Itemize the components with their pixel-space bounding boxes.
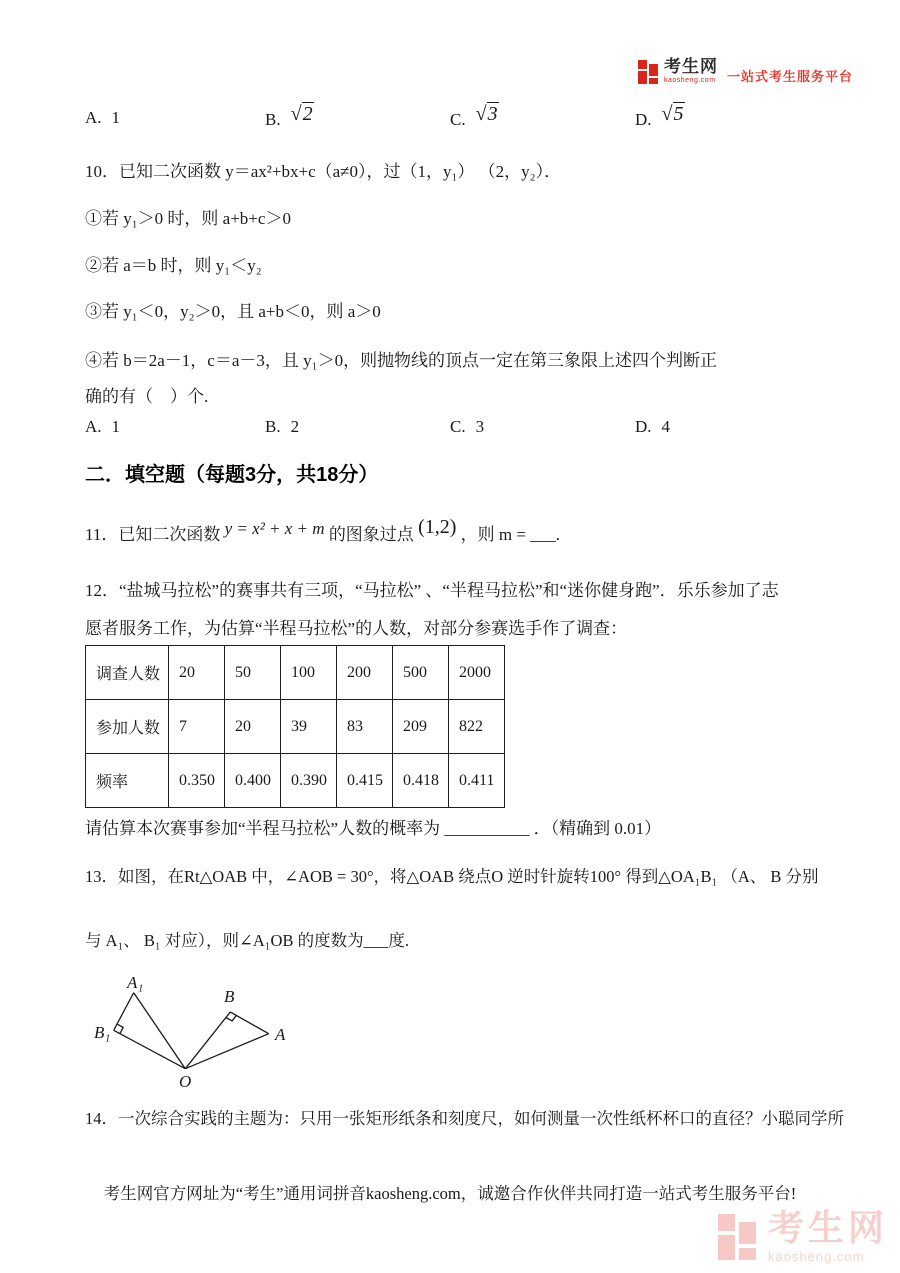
table-row-label: 频率 xyxy=(86,754,169,808)
vertex-label-B1: B₁ xyxy=(94,1023,111,1042)
q9-option-b xyxy=(265,103,314,131)
sqrt-expression xyxy=(291,103,314,126)
q9-option-c xyxy=(450,103,499,131)
option-label: D. xyxy=(635,417,652,436)
sqrt-expression xyxy=(476,103,499,126)
radicand: 3 xyxy=(487,103,498,125)
table-cell: 200 xyxy=(337,646,393,700)
table-cell: 0.350 xyxy=(169,754,225,808)
q11-prefix: 11．已知二次函数 xyxy=(85,525,221,544)
option-value: 2 xyxy=(290,417,300,436)
watermark-logo-icon xyxy=(718,1210,760,1260)
kaosheng-logo-icon xyxy=(638,58,660,84)
table-cell: 0.400 xyxy=(225,754,281,808)
watermark-brand-name: 考生网 xyxy=(767,1207,888,1248)
q13-rotation-figure xyxy=(72,972,322,1097)
q9-option-a xyxy=(85,108,120,128)
table-cell: 0.418 xyxy=(393,754,449,808)
footer-text: 考生网官方网址为“考生”通用词拼音kaosheng.com，诚邀合作伙伴共同打造一站式考生服务平台! xyxy=(103,1184,797,1203)
logo-brand-name: 考生网 xyxy=(664,57,718,76)
table-row xyxy=(86,646,505,700)
radical-sign: √ xyxy=(475,103,487,125)
table-cell: 2000 xyxy=(449,646,505,700)
option-label: D. xyxy=(635,110,652,129)
kaosheng-logo xyxy=(638,58,853,85)
table-cell: 20 xyxy=(169,646,225,700)
q12-survey-table xyxy=(85,645,505,808)
q11-mid: 的图象过点 xyxy=(328,525,414,544)
q11-tail: ，则 m = ___. xyxy=(460,525,560,544)
radicand: 2 xyxy=(302,103,313,125)
radical-sign: √ xyxy=(661,103,673,125)
table-cell: 50 xyxy=(225,646,281,700)
table-cell: 500 xyxy=(393,646,449,700)
option-label: C. xyxy=(450,110,466,129)
option-label: B. xyxy=(265,417,281,436)
vertex-label-A1: A₁ xyxy=(127,973,144,992)
option-label: A. xyxy=(85,108,102,127)
vertex-label-O: O xyxy=(179,1072,192,1091)
q10-option-d xyxy=(635,417,670,437)
q11-stem xyxy=(85,516,560,547)
q13-line2: 与 A₁、 B₁ 对应），则∠A₁OB 的度数为___度. xyxy=(85,931,409,950)
table-cell: 0.390 xyxy=(281,754,337,808)
table-cell: 100 xyxy=(281,646,337,700)
q12-stem-line1: 12．“盐城马拉松”的赛事共有三项，“马拉松” 、“半程马拉松”和“迷你健身跑”．乐乐参加了志 xyxy=(85,581,779,600)
section-2-title: 二．填空题（每题3分，共18分） xyxy=(85,464,379,486)
table-row xyxy=(86,700,505,754)
logo-tagline: 一站式考生服务平台 xyxy=(727,69,854,84)
option-value: 1 xyxy=(111,108,121,127)
table-cell: 7 xyxy=(169,700,225,754)
vertex-label-B: B xyxy=(224,987,235,1006)
q10-continuation: 确的有（ ）个. xyxy=(85,387,209,406)
q10-item-4: ④若 b＝2a－1，c＝a－3，且 y₁＞0，则抛物线的顶点一定在第三象限上述四个判断正 xyxy=(85,351,718,370)
option-value: 4 xyxy=(661,417,671,436)
q10-option-a xyxy=(85,417,120,437)
table-cell: 83 xyxy=(337,700,393,754)
table-cell: 0.411 xyxy=(449,754,505,808)
watermark-domain: kaosheng.com xyxy=(767,1249,865,1264)
q10-stem: 10．已知二次函数 y＝ax²+bx+c（a≠0），过（1，y₁） （2，y₂）． xyxy=(85,162,562,181)
logo-domain: kaosheng.com xyxy=(664,77,716,84)
q10-item-3: ③若 y₁＜0，y₂＞0，且 a+b＜0，则 a＞0 xyxy=(85,302,381,321)
option-label: B. xyxy=(265,110,281,129)
q12-note: 请估算本次赛事参加“半程马拉松”人数的概率为 __________ ．（精确到 0.01） xyxy=(85,819,662,838)
option-label: A. xyxy=(85,417,102,436)
q12-stem-line2: 愿者服务工作，为估算“半程马拉松”的人数，对部分参赛选手作了调查： xyxy=(85,619,628,638)
q10-option-c xyxy=(450,417,484,437)
q10-item-2: ②若 a＝b 时，则 y₁＜y₂ xyxy=(85,256,262,275)
radical-sign: √ xyxy=(290,103,302,125)
sqrt-expression xyxy=(662,103,685,126)
q11-point: (1,2) xyxy=(418,516,457,538)
q10-option-b xyxy=(265,417,299,437)
table-cell: 39 xyxy=(281,700,337,754)
q11-formula: y = x² + x + m xyxy=(224,519,325,538)
q14-stem: 14．一次综合实践的主题为：只用一张矩形纸条和刻度尺，如何测量一次性纸杯杯口的直径？小聪同学所 xyxy=(85,1109,844,1128)
table-cell: 20 xyxy=(225,700,281,754)
option-value: 3 xyxy=(475,417,485,436)
table-cell: 822 xyxy=(449,700,505,754)
option-value: 1 xyxy=(111,417,121,436)
option-label: C. xyxy=(450,417,466,436)
table-row xyxy=(86,754,505,808)
q9-option-d xyxy=(635,103,685,131)
q10-item-1: ①若 y₁＞0 时，则 a+b+c＞0 xyxy=(85,209,291,228)
vertex-label-A: A xyxy=(275,1025,286,1044)
q13-line1: 13．如图，在Rt△OAB 中，∠AOB = 30°，将△OAB 绕点O 逆时针旋转100° 得到△OA₁B₁ （A、 B 分别 xyxy=(85,867,819,886)
table-cell: 209 xyxy=(393,700,449,754)
radicand: 5 xyxy=(673,103,684,125)
table-row-label: 参加人数 xyxy=(86,700,169,754)
table-cell: 0.415 xyxy=(337,754,393,808)
table-row-label: 调查人数 xyxy=(86,646,169,700)
kaosheng-watermark xyxy=(718,1207,888,1264)
